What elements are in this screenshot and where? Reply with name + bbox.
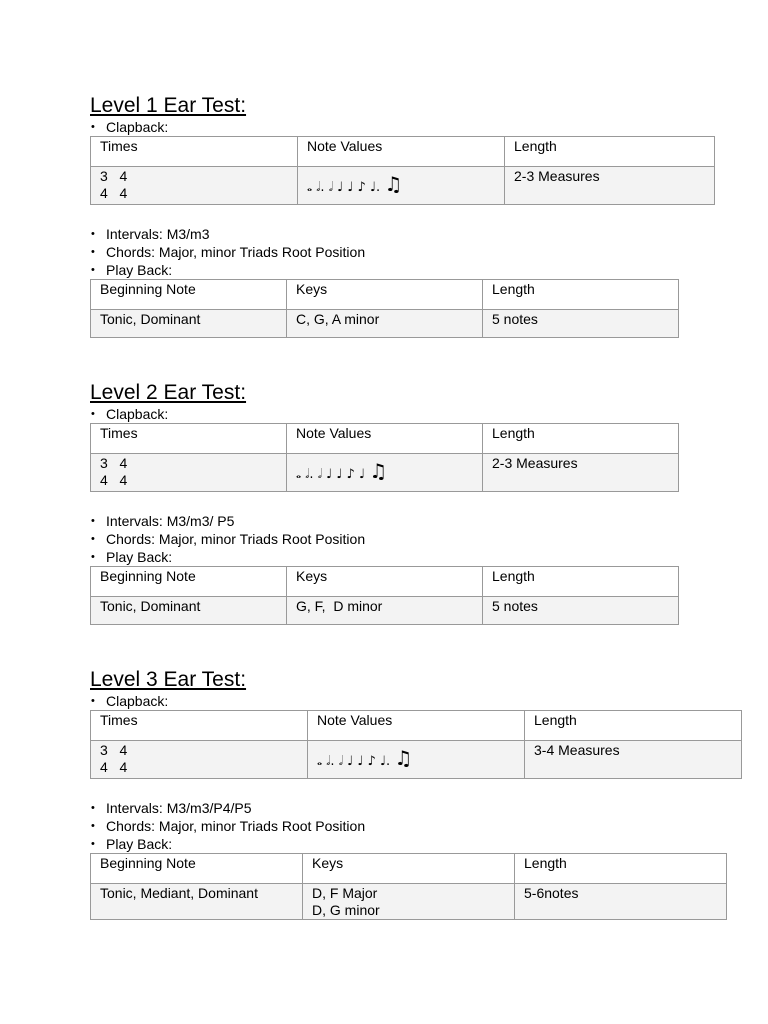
clapback-table	[90, 710, 742, 779]
clapback-bullet: • Clapback:	[90, 405, 679, 423]
time-signature-top: 3 4	[100, 168, 128, 184]
intervals-bullet: • Intervals: M3/m3/P4/P5	[90, 799, 742, 817]
length-cell: 5-6notes	[515, 884, 727, 920]
length-cell: 5 notes	[483, 310, 679, 338]
table-header-row	[91, 854, 727, 884]
note-values-cell	[298, 167, 505, 205]
keys-cell	[303, 884, 515, 920]
header-length: Length	[483, 280, 679, 310]
header-beginning-note: Beginning Note	[91, 280, 287, 310]
header-length: Length	[505, 137, 715, 167]
table-header-row	[91, 137, 715, 167]
header-beginning-note: Beginning Note	[91, 854, 303, 884]
header-times: Times	[91, 424, 287, 454]
header-length: Length	[525, 711, 742, 741]
beginning-note-cell: Tonic, Mediant, Dominant	[91, 884, 303, 920]
playback-bullet: • Play Back:	[90, 835, 742, 853]
level-3-section	[90, 668, 742, 920]
intervals-bullet: • Intervals: M3/m3/ P5	[90, 512, 679, 530]
header-note-values: Note Values	[308, 711, 525, 741]
level-title: Level 2 Ear Test:	[90, 381, 247, 404]
time-signature-bottom: 4 4	[100, 472, 128, 488]
header-length: Length	[515, 854, 727, 884]
playback-bullet: • Play Back:	[90, 261, 715, 279]
keys-cell: C, G, A minor	[287, 310, 483, 338]
table-row	[91, 310, 679, 338]
chords-bullet: • Chords: Major, minor Triads Root Position	[90, 817, 742, 835]
level-1-section	[90, 94, 715, 338]
clapback-table	[90, 136, 715, 205]
table-row	[91, 454, 679, 492]
playback-table	[90, 566, 679, 625]
note-values-cell	[308, 741, 525, 779]
clapback-bullet: • Clapback:	[90, 692, 742, 710]
level-title: Level 1 Ear Test:	[90, 94, 247, 117]
header-length: Length	[483, 567, 679, 597]
length-cell: 3-4 Measures	[525, 741, 742, 779]
time-signature-top: 3 4	[100, 455, 128, 471]
note-values-glyphs	[307, 168, 496, 196]
clapback-table	[90, 423, 679, 492]
level-2-section	[90, 381, 679, 625]
note-values-cell	[287, 454, 483, 492]
clapback-bullet: • Clapback:	[90, 118, 715, 136]
header-note-values: Note Values	[298, 137, 505, 167]
table-row	[91, 597, 679, 625]
table-header-row	[91, 567, 679, 597]
table-row	[91, 741, 742, 779]
level-title: Level 3 Ear Test:	[90, 668, 247, 691]
beginning-note-cell: Tonic, Dominant	[91, 597, 287, 625]
times-cell	[91, 454, 287, 492]
length-cell: 5 notes	[483, 597, 679, 625]
header-times: Times	[91, 137, 298, 167]
time-signature-bottom: 4 4	[100, 185, 128, 201]
table-header-row	[91, 280, 679, 310]
table-row	[91, 167, 715, 205]
beamed-eighths-icon: ♫	[394, 746, 413, 770]
beamed-eighths-icon: ♫	[384, 172, 403, 196]
chords-bullet: • Chords: Major, minor Triads Root Position	[90, 530, 679, 548]
header-keys: Keys	[287, 567, 483, 597]
times-cell	[91, 167, 298, 205]
beamed-eighths-icon: ♫	[369, 459, 388, 483]
header-keys: Keys	[287, 280, 483, 310]
time-signature-top: 3 4	[100, 742, 128, 758]
keys-line: D, G minor	[312, 902, 380, 918]
note-values-glyphs	[317, 742, 516, 770]
header-note-values: Note Values	[287, 424, 483, 454]
table-header-row	[91, 711, 742, 741]
playback-table	[90, 853, 727, 920]
keys-cell: G, F, D minor	[287, 597, 483, 625]
header-keys: Keys	[303, 854, 515, 884]
playback-table	[90, 279, 679, 338]
times-cell	[91, 741, 308, 779]
note-values-glyphs	[296, 455, 474, 483]
length-cell: 2-3 Measures	[483, 454, 679, 492]
table-row	[91, 884, 727, 920]
header-beginning-note: Beginning Note	[91, 567, 287, 597]
note-values-icon: 𝅝 𝅗𝅥. 𝅗𝅥 ♩ ♩ ♪ ♩.	[317, 754, 391, 769]
note-values-icon: 𝅝 𝅗𝅥. 𝅗𝅥 ♩ ♩ ♪ ♩	[296, 467, 366, 482]
time-signature-bottom: 4 4	[100, 759, 128, 775]
keys-line: D, F Major	[312, 885, 378, 901]
header-times: Times	[91, 711, 308, 741]
header-length: Length	[483, 424, 679, 454]
chords-bullet: • Chords: Major, minor Triads Root Position	[90, 243, 715, 261]
length-cell: 2-3 Measures	[505, 167, 715, 205]
intervals-bullet: • Intervals: M3/m3	[90, 225, 715, 243]
playback-bullet: • Play Back:	[90, 548, 679, 566]
note-values-icon: 𝅝 𝅗𝅥. 𝅗𝅥 ♩ ♩ ♪ ♩.	[307, 180, 381, 195]
beginning-note-cell: Tonic, Dominant	[91, 310, 287, 338]
table-header-row	[91, 424, 679, 454]
